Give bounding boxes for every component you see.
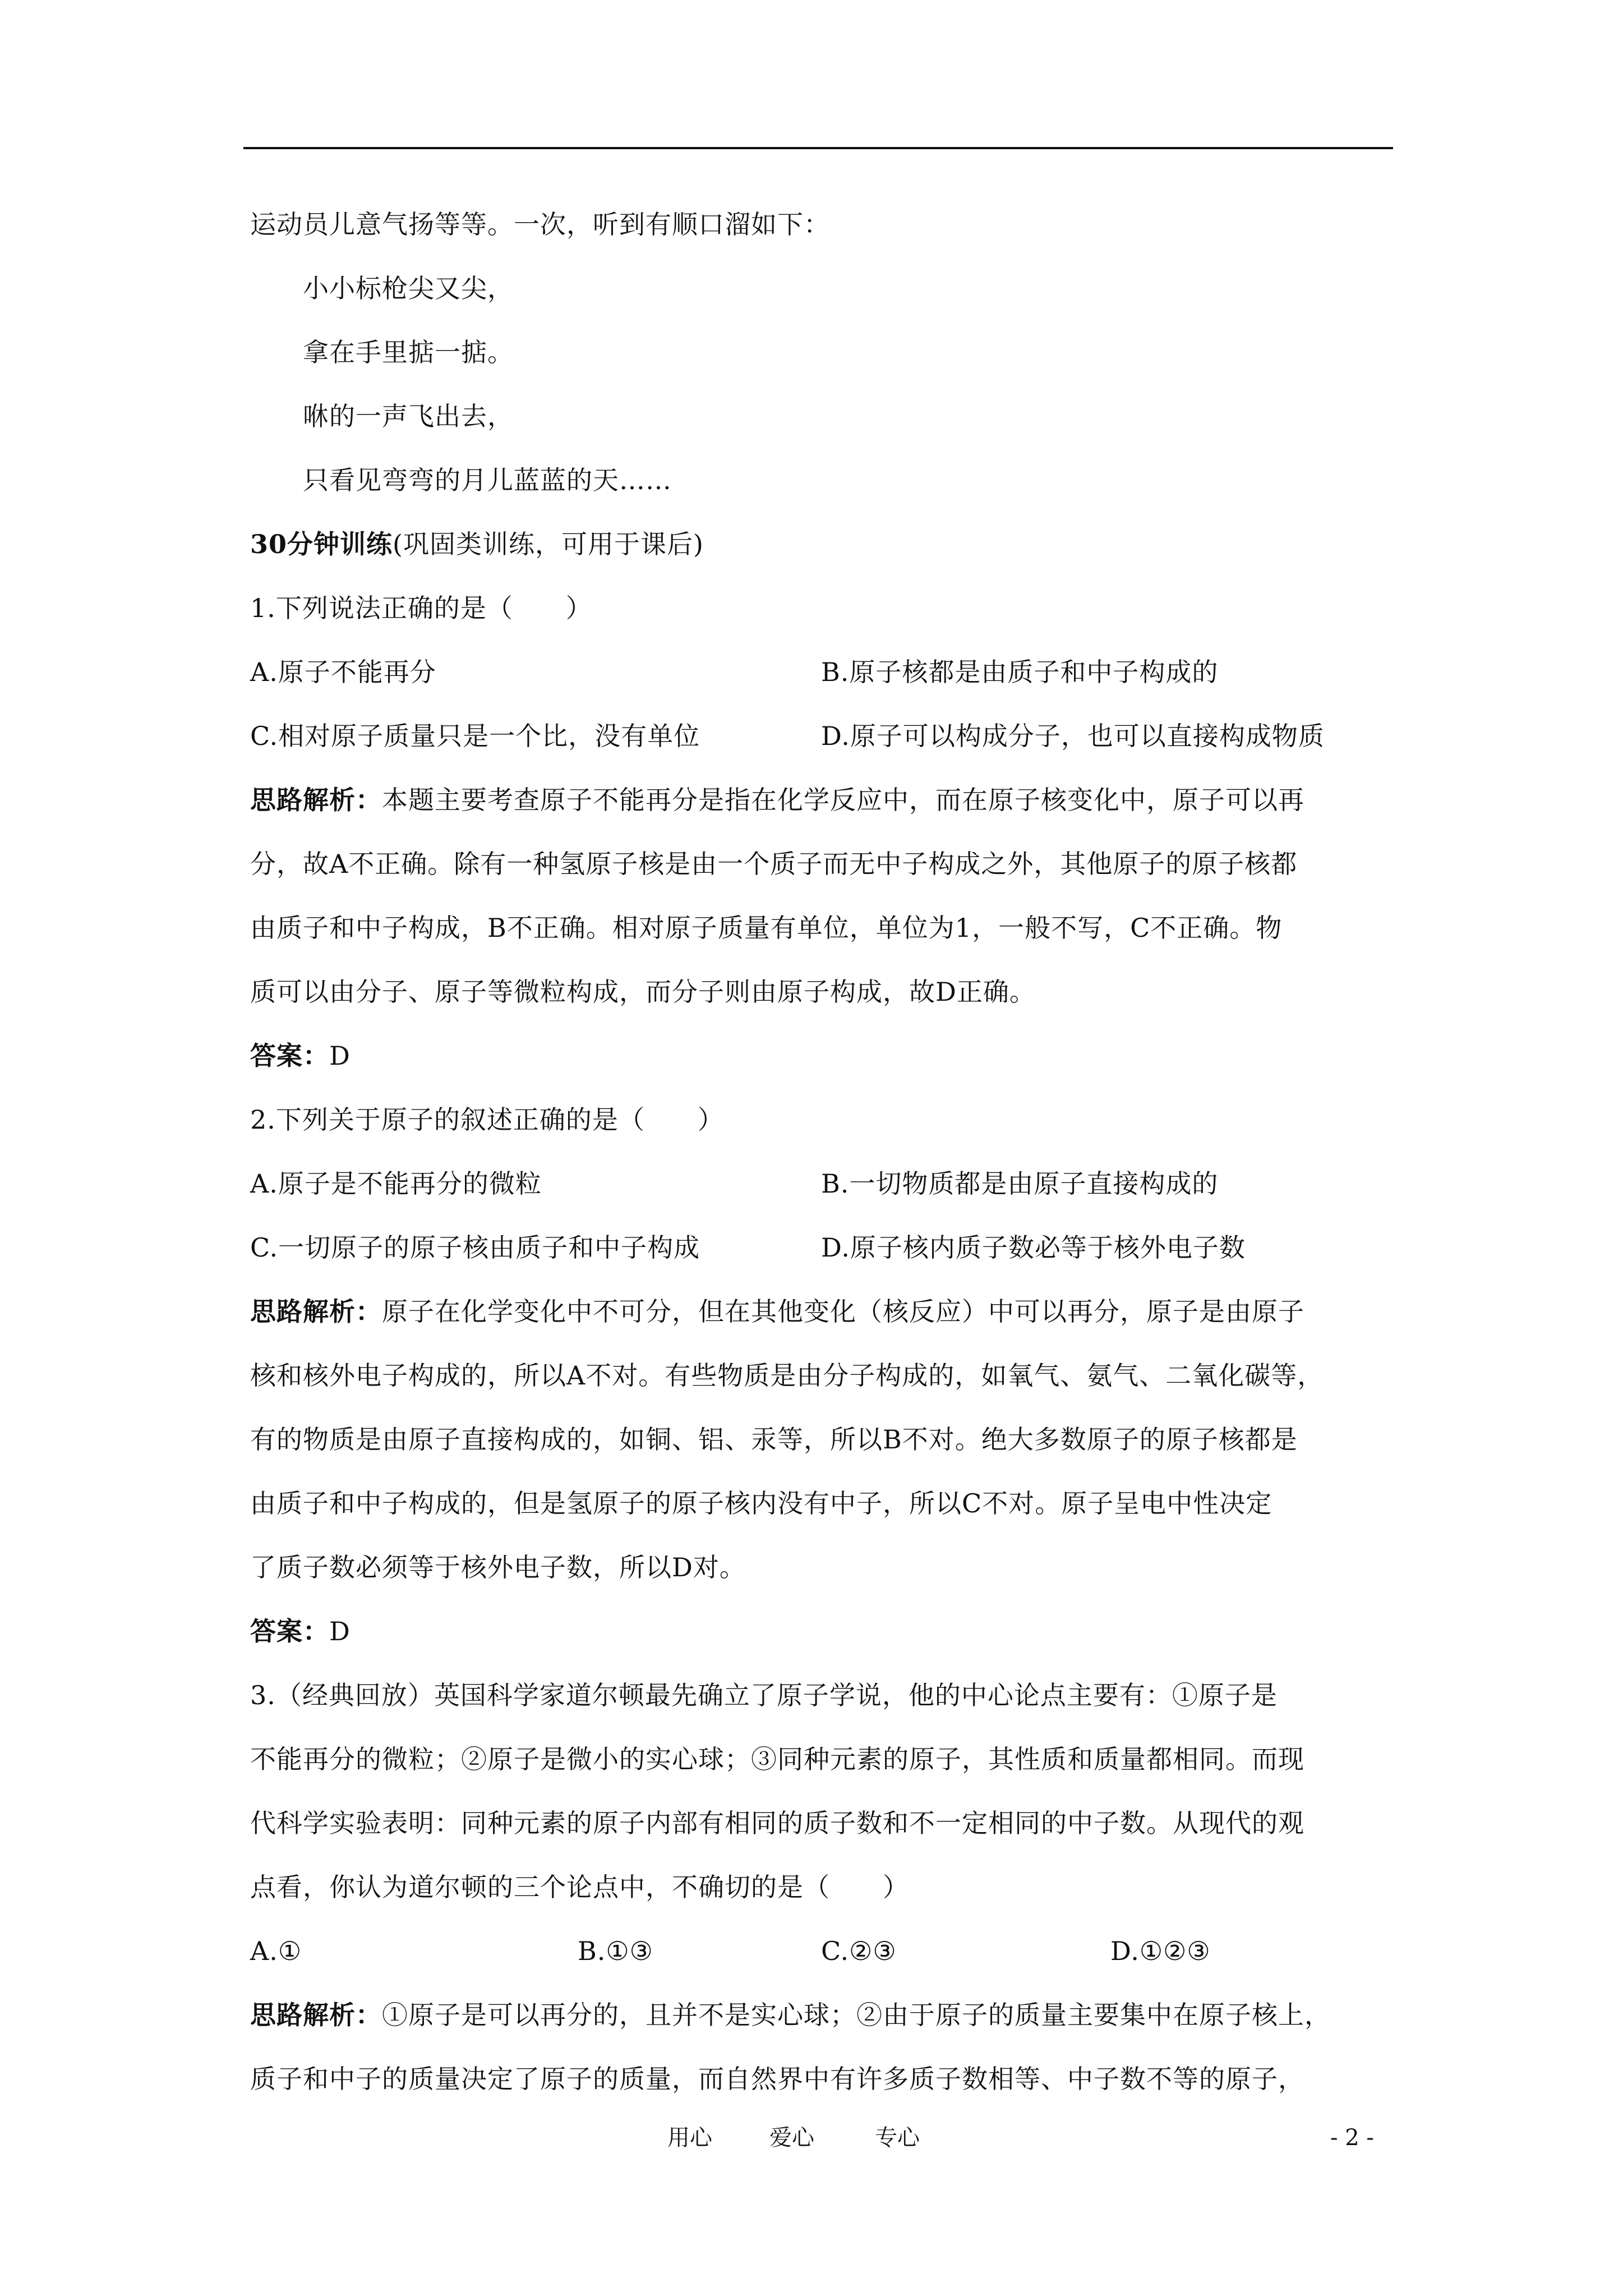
q2-analysis-line-5: 了质子数必须等于核外电子数，所以D对。	[250, 1552, 746, 1582]
q3-option-d: D.①②③	[1110, 1936, 1211, 1966]
q2-analysis-line-1	[250, 1295, 1394, 1328]
q3-stem-line-2: 不能再分的微粒；②原子是微小的实心球；③同种元素的原子，其性质和质量都相同。而现	[250, 1744, 1304, 1774]
q1-analysis-line-4: 质可以由分子、原子等微粒构成，而分子则由原子构成，故D正确。	[250, 977, 1036, 1007]
q3-option-c: C.②③	[821, 1936, 897, 1966]
q3-stem-line-4: 点看，你认为道尔顿的三个论点中，不确切的是（ ）	[250, 1872, 909, 1902]
q2-answer-value: D	[329, 1616, 351, 1646]
section-title: 30分钟训练	[250, 529, 393, 559]
section-heading	[250, 527, 1394, 561]
q1-option-c: C.相对原子质量只是一个比，没有单位	[250, 721, 700, 751]
q3-analysis-line-1	[250, 1998, 1394, 2032]
footer-motto-1: 用心	[667, 2125, 712, 2151]
q2-option-a: A.原子是不能再分的微粒	[250, 1168, 542, 1199]
q2-answer	[250, 1614, 1394, 1648]
q3-stem-line-3: 代科学实验表明：同种元素的原子内部有相同的质子数和不一定相同的中子数。从现代的观	[250, 1808, 1304, 1838]
q1-analysis-line-2: 分，故A不正确。除有一种氢原子核是由一个质子而无中子构成之外，其他原子的原子核都	[250, 849, 1298, 879]
q1-answer-value: D	[329, 1041, 351, 1071]
q2-option-b: B.一切物质都是由原子直接构成的	[821, 1168, 1219, 1199]
q1-analysis-line-1	[250, 783, 1394, 817]
q2-analysis-line-3: 有的物质是由原子直接构成的，如铜、铝、汞等，所以B不对。绝大多数原子的原子核都是	[250, 1424, 1298, 1455]
q1-option-b: B.原子核都是由质子和中子构成的	[821, 657, 1219, 687]
q2-stem: 2.下列关于原子的叙述正确的是（ ）	[250, 1105, 724, 1135]
poem-intro: 运动员儿意气扬等等。一次，听到有顺口溜如下：	[250, 209, 830, 240]
page-number: - 2 -	[1330, 2125, 1374, 2151]
q3-stem-line-1: 3.（经典回放）英国科学家道尔顿最先确立了原子学说，他的中心论点主要有：①原子是	[250, 1680, 1278, 1710]
section-note: (巩固类训练，可用于课后)	[393, 529, 704, 559]
poem-line-3: 咻的一声飞出去，	[303, 401, 514, 431]
q2-analysis-label: 思路解析：	[250, 1296, 382, 1327]
q2-analysis-line-4: 由质子和中子构成的，但是氢原子的原子核内没有中子，所以C不对。原子呈电中性决定	[250, 1488, 1272, 1519]
q1-option-a: A.原子不能再分	[250, 657, 436, 687]
q1-analysis-text-1: 本题主要考查原子不能再分是指在化学反应中，而在原子核变化中，原子可以再	[382, 785, 1304, 815]
q1-option-d: D.原子可以构成分子，也可以直接构成物质	[821, 721, 1325, 751]
q1-analysis-label: 思路解析：	[250, 785, 382, 815]
q1-stem: 1.下列说法正确的是（ ）	[250, 593, 592, 623]
q3-analysis-label: 思路解析：	[250, 2000, 382, 2030]
header-rule	[243, 147, 1393, 149]
q2-analysis-text-1: 原子在化学变化中不可分，但在其他变化（核反应）中可以再分，原子是由原子	[382, 1296, 1304, 1327]
q1-answer-label: 答案：	[250, 1041, 329, 1071]
q1-analysis-line-3: 由质子和中子构成，B不正确。相对原子质量有单位，单位为1，一般不写，C不正确。物	[250, 913, 1283, 943]
q2-answer-label: 答案：	[250, 1616, 329, 1646]
q1-answer	[250, 1039, 1394, 1073]
q3-analysis-text-1: ①原子是可以再分的，且并不是实心球；②由于原子的质量主要集中在原子核上，	[382, 2000, 1331, 2030]
footer-motto-3: 专心	[875, 2125, 920, 2151]
q2-option-c: C.一切原子的原子核由质子和中子构成	[250, 1232, 700, 1263]
q3-option-a: A.①	[250, 1936, 302, 1966]
q2-option-d: D.原子核内质子数必等于核外电子数	[821, 1232, 1246, 1263]
q3-analysis-line-2: 质子和中子的质量决定了原子的质量，而自然界中有许多质子数相等、中子数不等的原子，	[250, 2064, 1304, 2094]
footer-motto-2: 爱心	[769, 2125, 814, 2151]
poem-line-1: 小小标枪尖又尖，	[303, 273, 514, 303]
poem-line-2: 拿在手里掂一掂。	[303, 337, 514, 367]
poem-line-4: 只看见弯弯的月儿蓝蓝的天……	[303, 465, 672, 495]
q2-analysis-line-2: 核和核外电子构成的，所以A不对。有些物质是由分子构成的，如氧气、氨气、二氧化碳等，	[250, 1360, 1324, 1391]
q3-option-b: B.①③	[578, 1936, 653, 1966]
